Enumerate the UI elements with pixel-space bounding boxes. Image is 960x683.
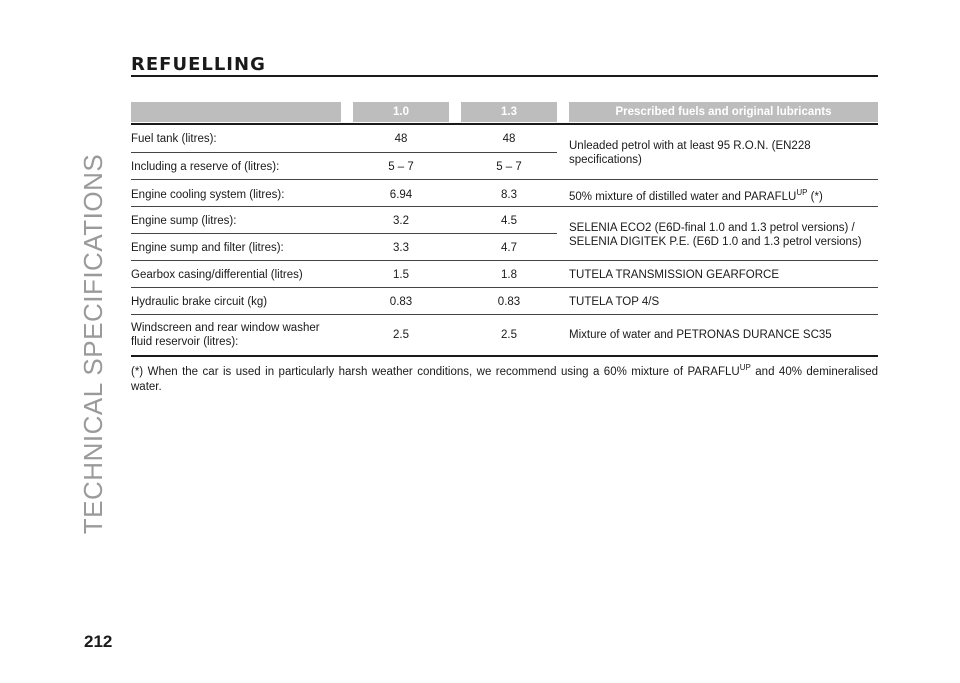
- value-1-3: 1.8: [501, 269, 517, 281]
- value-1-0: 3.3: [393, 242, 409, 254]
- value-1-3: 4.5: [501, 215, 517, 227]
- coolant-text: 50% mixture of distilled water and PARAFLU: [569, 191, 797, 203]
- row-label: Fuel tank (litres):: [131, 133, 217, 145]
- table-bottom-rule: [131, 355, 878, 357]
- row-label: Windscreen and rear window washer fluid reservoir (litres):: [131, 322, 320, 348]
- header-blank: [131, 102, 341, 122]
- row-divider: [131, 287, 878, 288]
- value-1-3: 0.83: [497, 296, 521, 308]
- row-label: Engine sump (litres):: [131, 215, 237, 227]
- footnote-sup: UP: [739, 363, 751, 372]
- fuel-brake: TUTELA TOP 4/S: [569, 296, 660, 308]
- value-1-3: 5 – 7: [496, 161, 522, 173]
- page-number: 212: [84, 632, 113, 651]
- row-label: Hydraulic brake circuit (kg): [131, 296, 268, 308]
- page-heading: REFUELLING: [131, 54, 266, 75]
- value-1-0: 6.94: [389, 189, 413, 201]
- value-1-0: 0.83: [389, 296, 413, 308]
- row-divider: [131, 179, 878, 180]
- footnote-text: (*) When the car is used in particularly harsh weather conditions, we recommend using a 60% mixture of PARAFLU: [131, 366, 740, 378]
- value-1-3: 48: [502, 133, 516, 145]
- coolant-sup: UP: [796, 188, 808, 197]
- fuel-gearbox: TUTELA TRANSMISSION GEARFORCE: [569, 269, 780, 281]
- row-label: Engine cooling system (litres):: [131, 189, 285, 201]
- value-1-3: 4.7: [501, 242, 517, 254]
- fuel-oil: SELENIA ECO2 (E6D-final 1.0 and 1.3 petrol versions) / SELENIA DIGITEK P.E. (E6D 1.0 and 1.3 petrol versions): [569, 222, 862, 248]
- row-label: Engine sump and filter (litres):: [131, 242, 284, 254]
- row-label: Including a reserve of (litres):: [131, 161, 280, 173]
- footnote-post: and 40% demineralised water.: [131, 366, 878, 393]
- row-divider: [131, 233, 557, 234]
- fuel-petrol: Unleaded petrol with at least 95 R.O.N. (EN228 specifications): [569, 140, 811, 166]
- value-1-0: 3.2: [393, 215, 409, 227]
- header-fuels: Prescribed fuels and original lubricants: [569, 102, 878, 122]
- value-1-0: 48: [394, 133, 408, 145]
- value-1-0: 2.5: [393, 329, 409, 341]
- header-1-0: 1.0: [353, 102, 449, 122]
- value-1-0: 5 – 7: [388, 161, 414, 173]
- section-title: TECHNICAL SPECIFICATIONS: [78, 153, 108, 535]
- footnote: [131, 360, 878, 395]
- value-1-3: 2.5: [501, 329, 517, 341]
- row-divider: [131, 152, 557, 153]
- coolant-post: (*): [807, 191, 823, 203]
- row-divider: [131, 260, 878, 261]
- heading-rule: [131, 75, 878, 77]
- header-rule: [131, 123, 878, 125]
- header-1-3: 1.3: [461, 102, 557, 122]
- value-1-0: 1.5: [393, 269, 409, 281]
- row-divider: [131, 314, 878, 315]
- value-1-3: 8.3: [501, 189, 517, 201]
- row-divider: [131, 206, 878, 207]
- row-label: Gearbox casing/differential (litres): [131, 269, 303, 281]
- fuel-coolant: [569, 186, 878, 204]
- fuel-washer: Mixture of water and PETRONAS DURANCE SC35: [569, 329, 832, 341]
